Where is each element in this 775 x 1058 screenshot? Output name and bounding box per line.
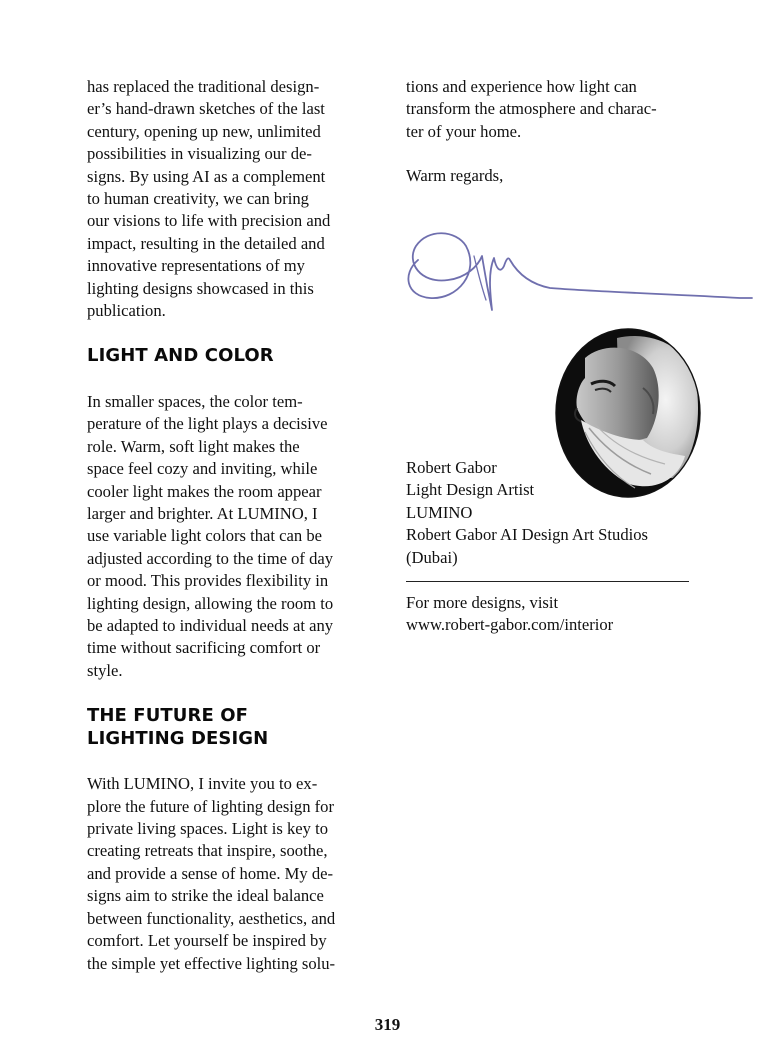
more-designs	[406, 592, 613, 637]
author-brand: LUMINO	[406, 502, 473, 522]
more-designs-url[interactable]: www.robert-gabor.com/interior	[406, 615, 614, 635]
left-column	[87, 76, 372, 975]
heading-light-and-color: LIGHT AND COLOR	[87, 345, 274, 367]
page-number: 319	[374, 1015, 401, 1034]
light-and-color-paragraph: In smaller spaces, the color tem- perature of the light plays a decisive role. Warm, soft light makes the space feel cozy and inviting, while cooler light makes the room appear larger and brighter. At LUMINO, I use variable light colors that can be adjusted according to the time of day or mood. This provides flexibility in lighting design, allowing the room to be adapted to individual needs at any time without sacrificing comfort or style.	[87, 391, 334, 680]
right-column	[406, 76, 696, 188]
author-studio: Robert Gabor AI Design Art Studios	[406, 525, 648, 545]
author-title: Light Design Artist	[406, 480, 535, 500]
author-location: (Dubai)	[406, 547, 458, 567]
future-paragraph: With LUMINO, I invite you to ex- plore the future of lighting design for private living spaces. Light is key to creating retreats that inspire, soothe, and provide a sense of home. My de- signs aim to strike the ideal balance between functionality, aesthetics, and comfort. Let yourself be inspired by the simple yet effective lighting solu-	[87, 774, 336, 973]
heading-future-of-lighting-design: THE FUTURE OF LIGHTING DESIGN	[87, 705, 269, 749]
continuation-paragraph: tions and experience how light can transform the atmosphere and charac- ter of your home.	[406, 77, 657, 141]
author-info	[406, 457, 648, 569]
author-name: Robert Gabor	[406, 458, 497, 477]
divider-line	[406, 581, 689, 582]
closing-salutation: Warm regards,	[406, 166, 504, 186]
more-designs-label: For more designs, visit	[406, 593, 559, 612]
intro-paragraph: has replaced the traditional design- er’s hand-drawn sketches of the last century, opening up new, unlimited possibilities in visualizing our de- signs. By using AI as a complement to human creativity, we can bring our visions to life with precision and impact, resulting in the detailed and innovative representations of my lighting designs showcased in this publication.	[87, 77, 331, 321]
signature-image	[400, 222, 760, 318]
